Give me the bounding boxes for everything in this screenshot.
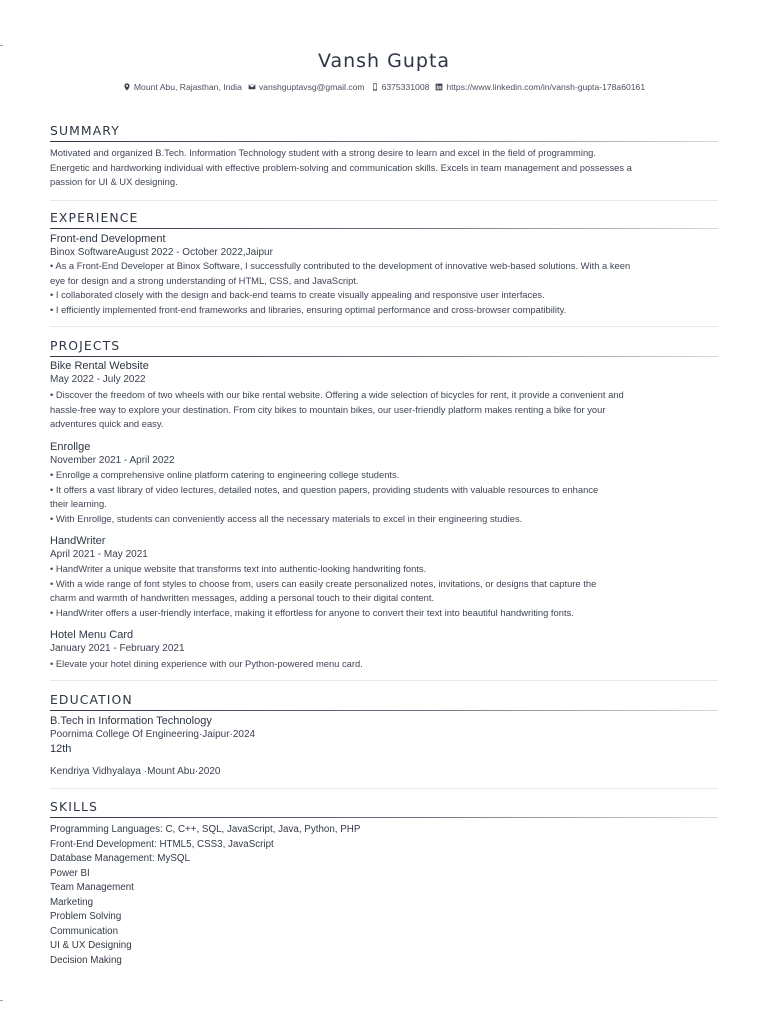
project-name: HandWriter (50, 535, 106, 547)
experience-rule (50, 228, 718, 229)
skills-rule (50, 817, 718, 818)
college-info: Poornima College Of Engineering·Jaipur·2024 (50, 729, 256, 740)
summary-line: passion for UI & UX designing. (50, 176, 178, 188)
skill-item: Communication (50, 925, 119, 937)
contact-line (0, 82, 768, 92)
candidate-name: Vansh Gupta (317, 50, 451, 72)
summary-text (50, 146, 732, 190)
project-name: Hotel Menu Card (50, 629, 134, 641)
project-bullet: • HandWriter a unique website that transforms text into authentic-looking handwriting fonts. (50, 563, 427, 574)
linkedin-link[interactable]: https://www.linkedin.com/in/vansh-gupta-178a60161 (446, 82, 646, 92)
summary-heading: SUMMARY (50, 123, 120, 138)
page-edge-mark (0, 1000, 3, 1001)
project-bullet: charm and warmth of handwritten messages, adding a personal touch to their digital content. (50, 592, 435, 604)
skill-item: Database Management: MySQL (50, 853, 190, 864)
skill-item: Team Management (50, 882, 134, 893)
location-pin-icon (123, 83, 131, 91)
skill-item: UI & UX Designing (50, 940, 132, 951)
experience-heading: EXPERIENCE (50, 210, 139, 225)
phone-icon (371, 83, 379, 91)
skill-item: Programming Languages: C, C++, SQL, JavaScript, Java, Python, PHP (50, 824, 361, 835)
job-bullet: • I efficiently implemented front-end frameworks and libraries, ensuring optimal performance and cross-browser compatibility. (50, 303, 567, 315)
summary-rule (50, 141, 718, 142)
education-divider (50, 788, 718, 789)
summary-divider (50, 200, 718, 201)
job-bullet: • I collaborated closely with the design and back-end teams to create visually appealing and responsive user interfaces. (50, 289, 545, 301)
skill-item: Power BI (50, 867, 90, 879)
project-bullet: • With Enrollge, students can conveniently access all the necessary materials to excel in their engineering studies. (50, 512, 523, 524)
email-text[interactable]: vanshguptavsg@gmail.com (258, 82, 365, 92)
project-name: Enrollge (50, 441, 91, 453)
project-bullet: hassle-free way to explore your destination. From city bikes to mountain bikes, our user-friendly platform makes renting a bike for your (50, 403, 606, 415)
summary-line: Motivated and organized B.Tech. Information Technology student with a strong desire to learn and excel in the field of programming. (50, 147, 596, 158)
job-bullets (50, 259, 732, 317)
phone-text: 6375331008 (381, 82, 430, 92)
degree-title: B.Tech in Information Technology (50, 715, 212, 727)
project-bullets (50, 388, 732, 432)
skill-item: Problem Solving (50, 911, 122, 922)
job-company-dates: Binox SoftwareAugust 2022 - October 2022,Jaipur (50, 247, 273, 258)
project-dates: April 2021 - May 2021 (50, 549, 148, 560)
project-bullets (50, 562, 732, 620)
projects-heading: PROJECTS (50, 338, 121, 353)
contact-location (123, 82, 242, 92)
school-info: Kendriya Vidhyalaya ·Mount Abu·2020 (50, 766, 221, 777)
project-bullet: • HandWriter offers a user-friendly interface, making it effortless for anyone to convert their text into beautiful handwriting fonts. (50, 606, 574, 618)
skill-item: Front-End Development: HTML5, CSS3, JavaScript (50, 838, 274, 850)
skills-list (50, 823, 450, 968)
job-title: Front-end Development (50, 233, 166, 245)
projects-rule (50, 356, 718, 357)
project-bullet: • Discover the freedom of two wheels with our bike rental website. Offering a wide selection of bicycles for rent, it provide a convenient and (50, 389, 624, 400)
project-bullets (50, 657, 732, 672)
linkedin-icon (435, 83, 443, 91)
project-bullet: their learning. (50, 498, 107, 510)
project-dates: January 2021 - February 2021 (50, 643, 185, 654)
projects-divider (50, 680, 718, 681)
school-level: 12th (50, 743, 72, 755)
education-rule (50, 710, 718, 711)
project-bullet: • It offers a vast library of video lectures, detailed notes, and question papers, providing students with valuable resources to enhance (50, 483, 599, 495)
skill-item: Marketing (50, 896, 94, 908)
contact-email[interactable] (248, 82, 365, 92)
education-heading: EDUCATION (50, 692, 133, 707)
contact-phone (371, 82, 430, 92)
skills-heading: SKILLS (50, 799, 98, 814)
project-bullets (50, 468, 732, 526)
page-edge-mark (0, 45, 3, 46)
experience-divider (50, 326, 718, 327)
job-bullet: eye for design and a strong understanding of HTML, CSS, and JavaScript. (50, 274, 359, 286)
project-bullet: • With a wide range of font styles to choose from, users can easily create personalized notes, invitations, or designs that capture the (50, 577, 597, 589)
project-dates: November 2021 - April 2022 (50, 455, 175, 466)
summary-line: Energetic and hardworking individual with effective problem-solving and communication skills. Excels in team management and possesses a (50, 161, 632, 173)
email-icon (248, 83, 256, 91)
project-dates: May 2022 - July 2022 (50, 374, 146, 385)
project-bullet: • Enrollge a comprehensive online platform catering to engineering college students. (50, 469, 400, 480)
project-bullet: adventures quick and easy. (50, 418, 164, 430)
project-name: Bike Rental Website (50, 360, 149, 372)
skill-item: Decision Making (50, 954, 122, 966)
contact-linkedin[interactable] (435, 82, 645, 92)
job-bullet: • As a Front-End Developer at Binox Software, I successfully contributed to the development of innovative web-based solutions. With a keen (50, 260, 631, 271)
location-text: Mount Abu, Rajasthan, India (133, 82, 242, 92)
project-bullet: • Elevate your hotel dining experience with our Python-powered menu card. (50, 658, 363, 669)
